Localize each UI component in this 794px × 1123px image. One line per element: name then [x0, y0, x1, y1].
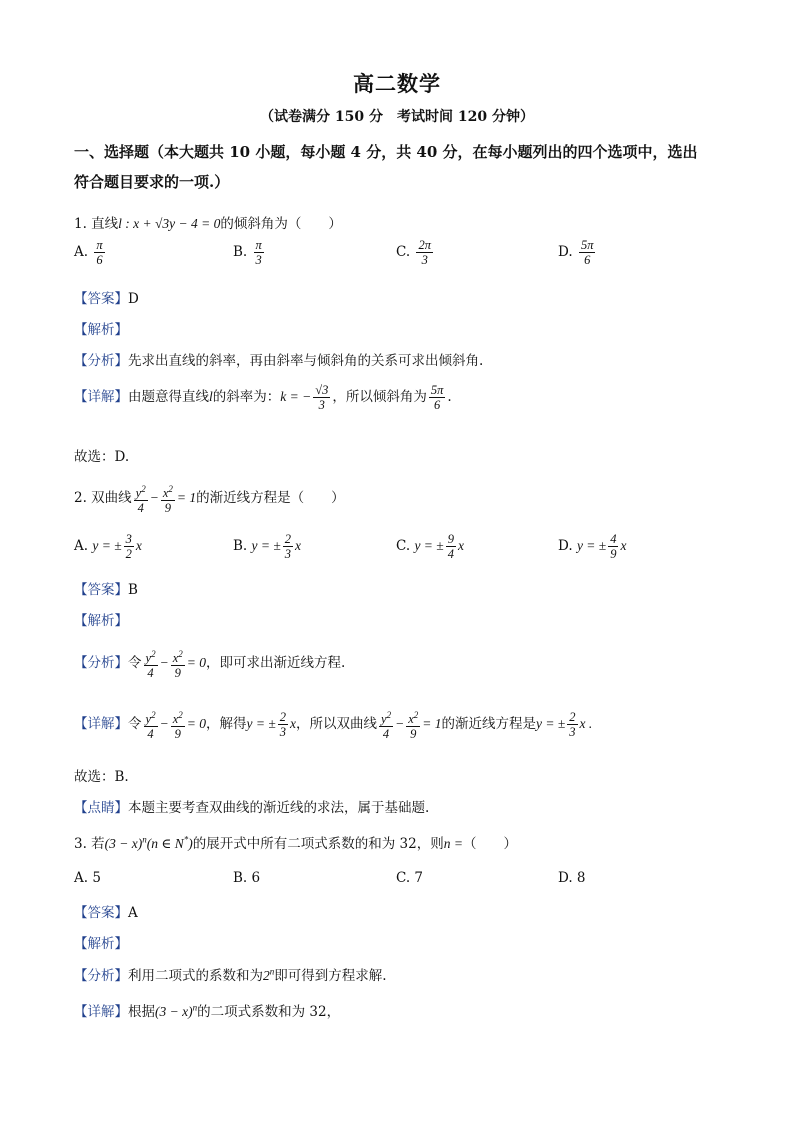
- q1-xiangjie: 【详解】由题意得直线l的斜率为：k = − $\frac{√3}{3}$ ，所以倾斜角为 $\frac{5\pi}{6}$ .: [74, 383, 452, 412]
- q1-jiexi-label: 【解析】: [74, 322, 128, 338]
- q3-option-c: C. 7: [396, 870, 424, 886]
- q3-answer: 【答案】A: [74, 905, 138, 921]
- question-3-stem: 3. 若$(3 - x)^n(n$ ∈ N*)的展开式中所有二项式系数的和为 32，则n =（ ）: [74, 834, 517, 852]
- q2-option-a: A. y = ± $\frac{3}{2}$ x: [74, 532, 142, 561]
- q3-option-d: D. 8: [558, 870, 586, 886]
- q2-answer: 【答案】B: [74, 582, 138, 598]
- question-2-stem: 2. 双曲线 $\frac{y^2}{4}$ − $\frac{x^2}{9}$ = 1的渐近线方程是（ ）: [74, 484, 345, 516]
- q3-jiexi-label: 【解析】: [74, 936, 128, 952]
- q2-option-d: D. y = ± $\frac{4}{9}$ x: [558, 532, 627, 561]
- q1-option-b: B. $\frac{\pi}{3}$: [233, 238, 262, 267]
- q2-xiangjie: 【详解】令 $\frac{y^2}{4}$ − $\frac{x^2}{9}$ = 0，解得y = ± $\frac{2}{3}$ x，所以双曲线 $\frac{y^2}{4}$ − $\frac{x^2}{9}$ = 1的渐近线方程是y = ± $\frac{2}{3}$ x .: [74, 710, 593, 742]
- q3-option-a: A. 5: [74, 870, 101, 886]
- q2-jiexi-label: 【解析】: [74, 613, 128, 629]
- q2-option-c: C. y = ± $\frac{9}{4}$ x: [396, 532, 464, 561]
- q1-answer: 【答案】D: [74, 291, 139, 307]
- q2-fenxi: 【分析】令 $\frac{y^2}{4}$ − $\frac{x^2}{9}$ = 0，即可求出渐近线方程.: [74, 649, 346, 681]
- page-title: 高二数学: [353, 71, 441, 96]
- q3-fenxi: 【分析】利用二项式的系数和为2$^n$即可得到方程求解.: [74, 966, 387, 984]
- exam-info: （试卷满分 150 分 考试时间 120 分钟）: [260, 109, 534, 125]
- q1-option-d: D. $\frac{5\pi}{6}$: [558, 238, 594, 267]
- q1-option-a: A. $\frac{\pi}{6}$: [74, 238, 103, 267]
- section-heading-line1: 一、选择题（本大题共 10 小题，每小题 4 分，共 40 分，在每小题列出的四个选项中，选出: [74, 143, 698, 161]
- q2-dianjing: 【点睛】本题主要考查双曲线的渐近线的求法，属于基础题.: [74, 800, 430, 816]
- question-1-stem: 1. 直线l : x + √3y − 4 = 0的倾斜角为（ ）: [74, 216, 342, 232]
- q1-option-c: C. $\frac{2\pi}{3}$: [396, 238, 431, 267]
- q3-option-b: B. 6: [233, 870, 261, 886]
- q3-xiangjie: 【详解】根据$(3 - x)^n$的二项式系数和为 32，: [74, 1002, 341, 1020]
- q1-choose: 故选：D.: [74, 449, 130, 465]
- q2-option-b: B. y = ± $\frac{2}{3}$ x: [233, 532, 302, 561]
- q1-fenxi: 【分析】先求出直线的斜率，再由斜率与倾斜角的关系可求出倾斜角.: [74, 353, 484, 369]
- section-heading-line2: 符合题目要求的一项.）: [74, 173, 230, 191]
- q2-choose: 故选：B.: [74, 769, 129, 785]
